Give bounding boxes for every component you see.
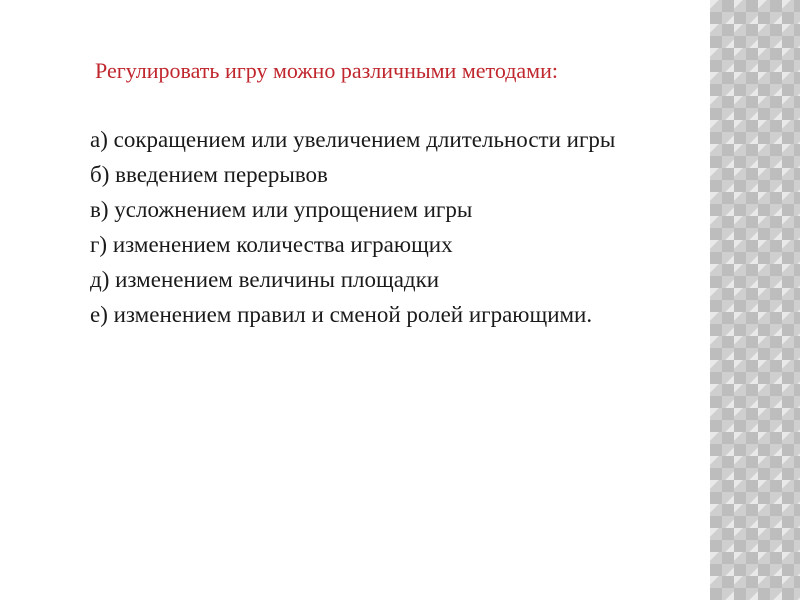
decorative-side-panel	[710, 0, 800, 600]
slide-title: Регулировать игру можно различными методами:	[95, 58, 558, 83]
list-item: д) изменением величины площадки	[90, 267, 440, 292]
method-list	[90, 125, 650, 335]
list-item: в) усложнением или упрощением игры	[90, 197, 473, 222]
list-item: е) изменением правил и сменой ролей играющими.	[90, 302, 593, 327]
list-item: б) введением перерывов	[90, 162, 328, 187]
list-item: а) сокращением или увеличением длительности игры	[90, 127, 616, 152]
list-item: г) изменением количества играющих	[90, 232, 453, 257]
